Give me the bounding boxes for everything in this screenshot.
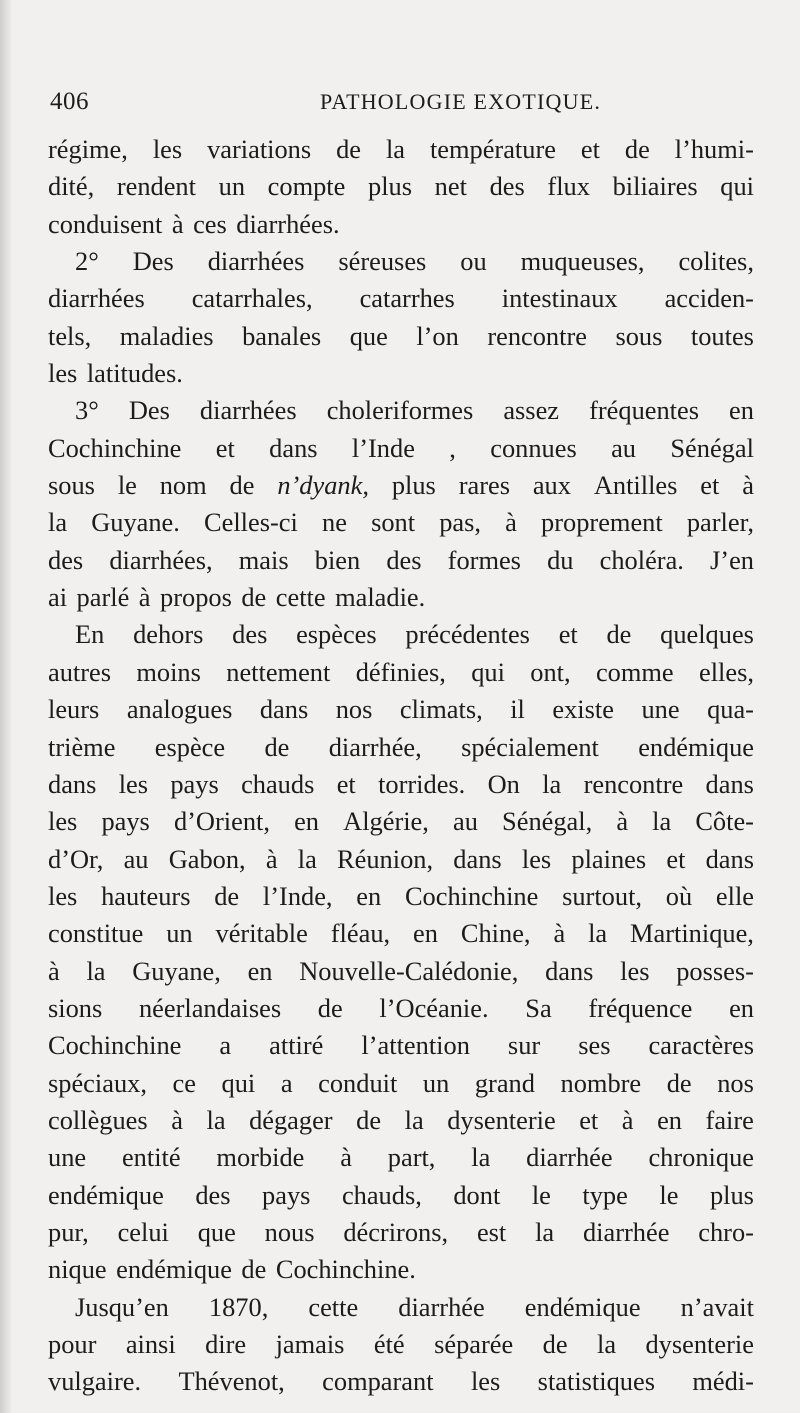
- text-line: ai parlé à propos de cette maladie.: [48, 582, 426, 613]
- text-line: dans les pays chauds et torrides. On la rencontre dans: [48, 768, 754, 799]
- text-line: autres moins nettement définies, qui ont, comme elles,: [48, 656, 754, 687]
- text-line: conduisent à ces diarrhées.: [48, 208, 340, 239]
- text-line: sions néerlandaises de l’Océanie. Sa fréquence en: [48, 992, 754, 1023]
- text-line: nique endémique de Cochinchine.: [48, 1254, 416, 1285]
- text-line: pour ainsi dire jamais été séparée de la dysenterie: [48, 1329, 754, 1359]
- text-line: En dehors des espèces précédentes et de quelques: [75, 619, 754, 650]
- running-title: PATHOLOGIE EXOTIQUE.: [320, 89, 602, 114]
- text-line: vulgaire. Thévenot, comparant les statistiques médi-: [48, 1366, 754, 1397]
- text-line: 2° Des diarrhées séreuses ou muqueuses, colites,: [75, 246, 754, 277]
- text-line: une entité morbide à part, la diarrhée chronique: [48, 1142, 754, 1173]
- text-line: d’Or, au Gabon, à la Réunion, dans les plaines et dans: [48, 843, 754, 874]
- text-line: Jusqu’en 1870, cette diarrhée endémique n’avait: [75, 1291, 754, 1322]
- text-line: 3° Des diarrhées choleriformes assez fréquentes en: [75, 395, 754, 426]
- page-number: 406: [50, 88, 89, 115]
- text-line: sous le nom de n’dyank, plus rares aux Antilles et à: [48, 470, 754, 501]
- text-line: spéciaux, ce qui a conduit un grand nombre de nos: [48, 1067, 754, 1098]
- text-line: Cochinchine a attiré l’attention sur ses caractères: [48, 1030, 754, 1061]
- text-line: tels, maladies banales que l’on rencontre sous toutes: [48, 320, 754, 351]
- text-line: endémique des pays chauds, dont le type le plus: [48, 1179, 754, 1210]
- text-line: pur, celui que nous décrirons, est la diarrhée chro-: [48, 1216, 754, 1247]
- page-header: [50, 88, 750, 124]
- text-line: constitue un véritable fléau, en Chine, à la Martinique,: [48, 918, 754, 949]
- text-line: à la Guyane, en Nouvelle-Calédonie, dans les posses-: [48, 955, 754, 986]
- text-line: les latitudes.: [48, 358, 183, 389]
- text-line: les pays d’Orient, en Algérie, au Sénégal, à la Côte-: [48, 806, 754, 837]
- text-line: Cochinchine et dans l’Inde , connues au Sénégal: [48, 432, 754, 463]
- text-line: des diarrhées, mais bien des formes du choléra. J’en: [48, 544, 754, 575]
- body-text: [48, 131, 754, 1401]
- page-edge-shadow: [0, 0, 12, 1413]
- text-line: leurs analogues dans nos climats, il existe une qua-: [48, 694, 754, 725]
- text-line: les hauteurs de l’Inde, en Cochinchine surtout, où elle: [48, 880, 754, 911]
- text-line: diarrhées catarrhales, catarrhes intestinaux acciden-: [48, 283, 754, 314]
- text-line: trième espèce de diarrhée, spécialement endémique: [48, 731, 754, 762]
- text-line: collègues à la dégager de la dysenterie et à en faire: [48, 1104, 754, 1135]
- text-line: la Guyane. Celles-ci ne sont pas, à proprement parler,: [48, 507, 754, 538]
- text-line: régime, les variations de la température et de l’humi-: [48, 134, 754, 164]
- text-line: dité, rendent un compte plus net des flux biliaires qui: [48, 171, 754, 202]
